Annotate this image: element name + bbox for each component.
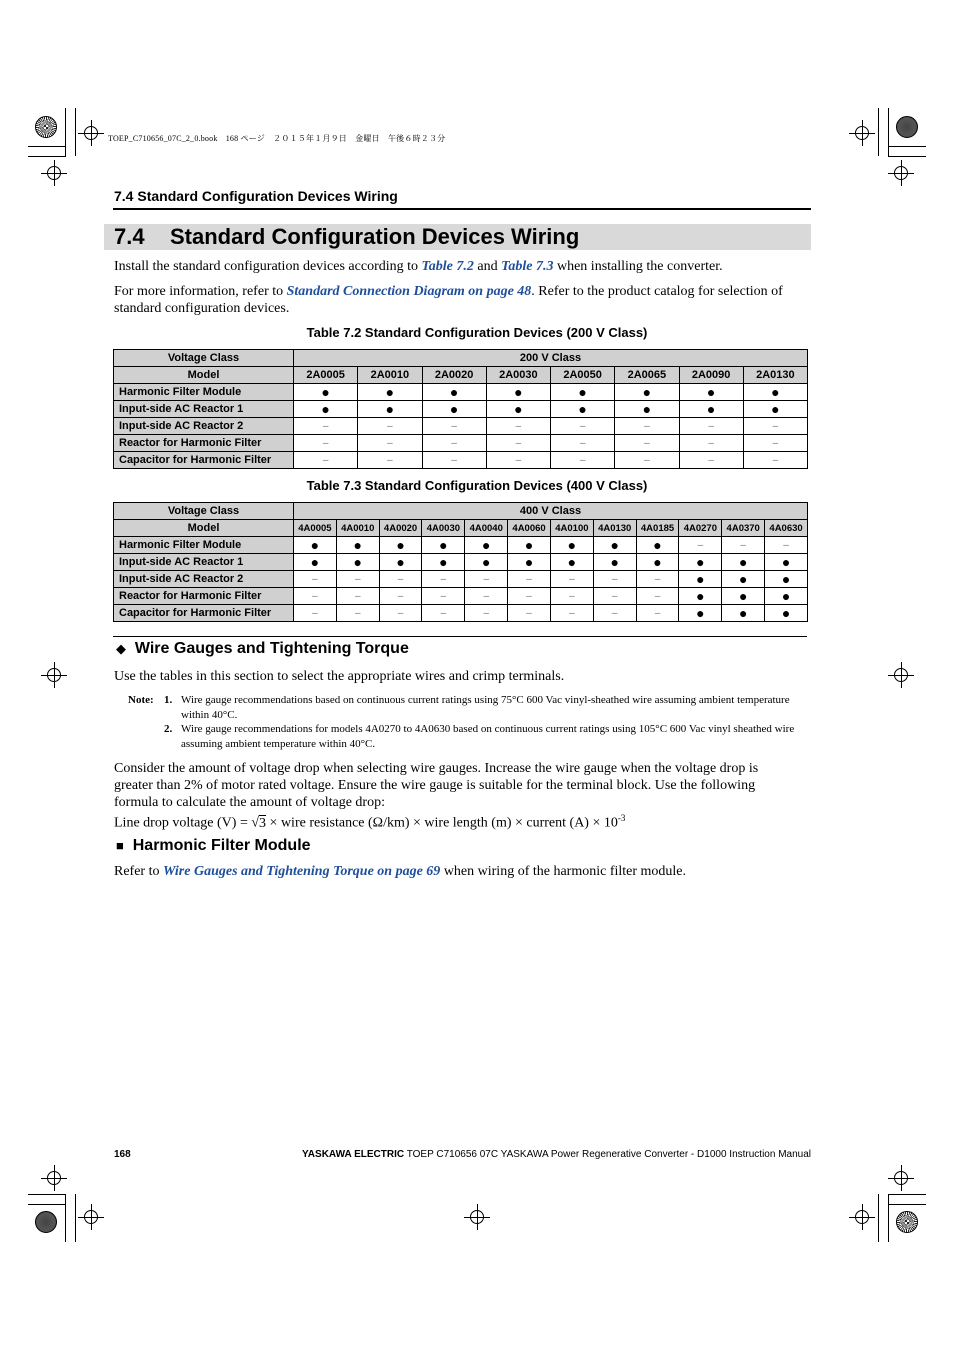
table-cell: –: [465, 588, 508, 605]
model-header: 2A0050: [551, 367, 615, 384]
color-rosette-icon: [896, 116, 918, 138]
table-cell: –: [422, 605, 465, 622]
table-cell: –: [551, 418, 615, 435]
table-7-3-caption: Table 7.3 Standard Configuration Devices (400 V Class): [306, 478, 648, 493]
harmonic-filter-heading: [116, 837, 311, 855]
color-rosette-icon: [35, 1211, 57, 1233]
harmonic-filter-paragraph: [114, 863, 814, 880]
table-cell: –: [379, 571, 422, 588]
intro2-after: . Refer to the product catalog for selection of standard configuration devices.: [114, 284, 783, 316]
registration-mark-icon: [47, 668, 61, 682]
table-cell: –: [636, 605, 679, 622]
model-header: 2A0090: [679, 367, 743, 384]
registration-mark-icon: [894, 1171, 908, 1185]
table-cell: ●: [743, 401, 807, 418]
table-cell: –: [294, 418, 358, 435]
table-cell: ●: [679, 571, 722, 588]
table-cell: ●: [358, 384, 422, 401]
wire-gauges-title: Wire Gauges and Tightening Torque: [134, 640, 409, 657]
table-row: [114, 605, 808, 622]
table-cell: –: [294, 571, 337, 588]
table-cell: –: [422, 588, 465, 605]
square-icon: ■: [116, 838, 124, 853]
model-header: 4A0010: [336, 520, 379, 537]
table-cell: ●: [765, 605, 808, 622]
table-cell: ●: [722, 605, 765, 622]
model-row: [114, 367, 808, 384]
table-cell: –: [765, 537, 808, 554]
color-rosette-icon: [896, 1211, 918, 1233]
table-cell: ●: [765, 588, 808, 605]
sqrt-icon: √: [251, 815, 260, 831]
model-header: 4A0185: [636, 520, 679, 537]
table-cell: –: [551, 452, 615, 469]
table-cell: –: [551, 435, 615, 452]
model-header: 4A0030: [422, 520, 465, 537]
link-table-7-3[interactable]: Table 7.3: [501, 259, 554, 274]
table-cell: –: [486, 452, 550, 469]
table-cell: ●: [294, 537, 337, 554]
intro-paragraph-2: [114, 283, 814, 317]
link-table-7-2[interactable]: Table 7.2: [421, 259, 474, 274]
table-cell: ●: [679, 605, 722, 622]
section-title: Standard Configuration Devices Wiring: [170, 224, 580, 249]
model-header: 2A0130: [743, 367, 807, 384]
model-header: 4A0100: [550, 520, 593, 537]
table-cell: –: [722, 537, 765, 554]
header-rule: [113, 208, 811, 210]
table-cell: –: [422, 435, 486, 452]
model-header: 4A0040: [465, 520, 508, 537]
wire-intro: Use the tables in this section to select the appropriate wires and crimp terminals.: [114, 669, 565, 684]
intro1-mid: and: [473, 259, 502, 274]
table-cell: –: [550, 605, 593, 622]
table-cell: –: [636, 571, 679, 588]
row-label: Harmonic Filter Module: [114, 384, 294, 401]
table-cell: –: [615, 435, 679, 452]
table-cell: ●: [336, 554, 379, 571]
registration-mark-icon: [894, 166, 908, 180]
note-label: Note:: [128, 694, 154, 706]
table-cell: –: [615, 418, 679, 435]
formula-root: 3: [259, 815, 267, 831]
row-label: Input-side AC Reactor 1: [114, 401, 294, 418]
table-row: [114, 435, 808, 452]
table-row: [114, 588, 808, 605]
table-cell: –: [486, 418, 550, 435]
table-cell: ●: [550, 537, 593, 554]
link-wire-gauges[interactable]: Wire Gauges and Tightening Torque on page 69: [162, 864, 441, 879]
registration-mark-icon: [47, 1171, 61, 1185]
row-label: Reactor for Harmonic Filter: [114, 435, 294, 452]
voltage-class-value: 400 V Class: [294, 503, 808, 520]
note-2-text: Wire gauge recommendations for models 4A0270 to 4A0630 based on continuous current ratings using 105°C 600 Vac vinyl sheathed wire assuming ambient temperature within 40°C.: [181, 723, 795, 750]
table-row: [114, 571, 808, 588]
registration-mark-icon: [855, 126, 869, 140]
section-title-bar: [104, 224, 811, 250]
wire-gauges-heading: [116, 640, 409, 658]
registration-mark-icon: [894, 668, 908, 682]
table-cell: ●: [294, 401, 358, 418]
table-cell: ●: [486, 401, 550, 418]
table-cell: ●: [379, 554, 422, 571]
table-cell: –: [550, 571, 593, 588]
intro-paragraph-1: [114, 258, 814, 275]
model-header: 4A0005: [294, 520, 337, 537]
footer-title: TOEP C710656 07C YASKAWA Power Regenerative Converter - D1000 Instruction Manual: [404, 1149, 811, 1160]
table-cell: –: [743, 452, 807, 469]
table-cell: –: [294, 452, 358, 469]
table-cell: –: [593, 588, 636, 605]
registration-mark-icon: [84, 1210, 98, 1224]
page-number: 168: [114, 1149, 131, 1160]
table-cell: –: [636, 588, 679, 605]
link-connection-diagram[interactable]: Standard Connection Diagram on page 48: [286, 284, 532, 299]
table-cell: –: [465, 571, 508, 588]
registration-mark-icon: [84, 126, 98, 140]
harmonic-filter-title: Harmonic Filter Module: [132, 837, 311, 854]
table-cell: ●: [422, 384, 486, 401]
table-cell: –: [550, 588, 593, 605]
intro1-after: when installing the converter.: [553, 259, 723, 274]
table-cell: ●: [486, 384, 550, 401]
table-cell: –: [743, 435, 807, 452]
table-cell: –: [294, 435, 358, 452]
table-cell: ●: [722, 554, 765, 571]
model-header: 4A0370: [722, 520, 765, 537]
table-cell: –: [336, 588, 379, 605]
table-cell: ●: [551, 384, 615, 401]
table-cell: ●: [508, 554, 551, 571]
table-cell: –: [679, 452, 743, 469]
model-header: 4A0270: [679, 520, 722, 537]
table-cell: ●: [422, 537, 465, 554]
model-row: [114, 520, 808, 537]
table-cell: –: [294, 605, 337, 622]
table-cell: ●: [615, 401, 679, 418]
model-header: 4A0060: [508, 520, 551, 537]
table-row: [114, 401, 808, 418]
footer-brand: YASKAWA ELECTRIC: [302, 1149, 405, 1160]
model-header: 2A0010: [358, 367, 422, 384]
table-cell: –: [743, 418, 807, 435]
table-cell: –: [679, 537, 722, 554]
table-cell: –: [593, 605, 636, 622]
voltage-class-row: [114, 503, 808, 520]
table-cell: –: [679, 418, 743, 435]
table-cell: –: [508, 605, 551, 622]
model-header: 2A0005: [294, 367, 358, 384]
table-7-2-caption: Table 7.2 Standard Configuration Devices (200 V Class): [306, 325, 648, 340]
model-header: 4A0630: [765, 520, 808, 537]
intro2-text: For more information, refer to: [114, 284, 287, 299]
registration-mark-icon: [47, 166, 61, 180]
registration-mark-icon: [470, 1210, 484, 1224]
note-2-number: 2.: [164, 723, 173, 735]
voltage-class-value: 200 V Class: [294, 350, 808, 367]
table-cell: –: [358, 435, 422, 452]
table-cell: –: [486, 435, 550, 452]
table-cell: –: [508, 588, 551, 605]
formula-lead: Line drop voltage (V) =: [114, 815, 252, 831]
table-cell: ●: [551, 401, 615, 418]
model-header: 4A0020: [379, 520, 422, 537]
model-header: 4A0130: [593, 520, 636, 537]
table-cell: –: [679, 435, 743, 452]
formula-body: × wire resistance (Ω/km) × wire length (m) × current (A) × 10: [266, 815, 618, 831]
table-cell: ●: [550, 554, 593, 571]
table-cell: –: [336, 571, 379, 588]
table-cell: –: [294, 588, 337, 605]
color-rosette-icon: [35, 116, 57, 138]
model-header: 2A0065: [615, 367, 679, 384]
model-header: 2A0020: [422, 367, 486, 384]
row-label: Capacitor for Harmonic Filter: [114, 605, 294, 622]
table-cell: ●: [379, 537, 422, 554]
table-cell: ●: [679, 554, 722, 571]
table-cell: –: [465, 605, 508, 622]
table-cell: ●: [722, 588, 765, 605]
table-cell: ●: [294, 554, 337, 571]
row-label: Input-side AC Reactor 2: [114, 418, 294, 435]
table-7-3: [113, 502, 808, 622]
table-cell: ●: [636, 537, 679, 554]
voltage-drop-paragraph: Consider the amount of voltage drop when selecting wire gauges. Increase the wire gauge when the voltage drop is greater than 2% of motor rated voltage. Ensure the wire gauge is suitable for the terminal block. Use the following formula to calculate the amount of voltage drop:: [114, 761, 759, 810]
table-row: [114, 384, 808, 401]
table-cell: ●: [593, 554, 636, 571]
intro1-text: Install the standard configuration devices according to: [114, 259, 422, 274]
row-label: Reactor for Harmonic Filter: [114, 588, 294, 605]
table-cell: –: [358, 452, 422, 469]
table-cell: –: [508, 571, 551, 588]
registration-mark-icon: [855, 1210, 869, 1224]
row-label: Harmonic Filter Module: [114, 537, 294, 554]
table-row: [114, 418, 808, 435]
voltage-drop-formula: [114, 810, 814, 832]
row-label: Input-side AC Reactor 1: [114, 554, 294, 571]
table-cell: ●: [765, 554, 808, 571]
row-label: Capacitor for Harmonic Filter: [114, 452, 294, 469]
table-cell: ●: [294, 384, 358, 401]
model-header: 2A0030: [486, 367, 550, 384]
running-head: 7.4 Standard Configuration Devices Wiring: [114, 188, 398, 204]
table-cell: –: [422, 571, 465, 588]
table-cell: ●: [422, 554, 465, 571]
table-cell: ●: [679, 588, 722, 605]
table-cell: –: [358, 418, 422, 435]
table-cell: –: [615, 452, 679, 469]
table-cell: ●: [722, 571, 765, 588]
diamond-icon: ◆: [116, 641, 126, 656]
hfm-text: Refer to: [114, 864, 163, 879]
table-cell: ●: [636, 554, 679, 571]
section-number: 7.4: [114, 224, 145, 249]
model-label: Model: [114, 520, 294, 537]
hfm-after: when wiring of the harmonic filter module.: [440, 864, 687, 879]
table-cell: ●: [593, 537, 636, 554]
table-cell: ●: [765, 571, 808, 588]
row-label: Input-side AC Reactor 2: [114, 571, 294, 588]
table-cell: –: [593, 571, 636, 588]
table-cell: ●: [508, 537, 551, 554]
table-cell: ●: [465, 554, 508, 571]
subsection-rule: [113, 636, 807, 637]
table-row: [114, 554, 808, 571]
table-cell: ●: [358, 401, 422, 418]
model-label: Model: [114, 367, 294, 384]
table-cell: –: [379, 588, 422, 605]
table-cell: ●: [615, 384, 679, 401]
voltage-class-label: Voltage Class: [114, 350, 294, 367]
formula-exponent: -3: [617, 813, 626, 823]
table-cell: ●: [679, 401, 743, 418]
table-cell: –: [422, 452, 486, 469]
footer-text: [302, 1149, 811, 1160]
note-1-text: Wire gauge recommendations based on continuous current ratings using 75°C 600 Vac vinyl-sheathed wire assuming ambient temperature within 40°C.: [181, 694, 790, 721]
table-cell: ●: [743, 384, 807, 401]
table-cell: ●: [336, 537, 379, 554]
table-cell: –: [336, 605, 379, 622]
table-cell: ●: [465, 537, 508, 554]
voltage-class-label: Voltage Class: [114, 503, 294, 520]
table-row: [114, 452, 808, 469]
table-cell: ●: [679, 384, 743, 401]
table-cell: –: [379, 605, 422, 622]
table-7-2: [113, 349, 808, 469]
book-meta-line: TOEP_C710656_07C_2_0.book 168 ページ ２０１５年１月９日 金曜日 午後６時２３分: [108, 134, 446, 143]
voltage-class-row: [114, 350, 808, 367]
table-cell: ●: [422, 401, 486, 418]
note-1-number: 1.: [164, 694, 173, 706]
table-cell: –: [422, 418, 486, 435]
table-row: [114, 537, 808, 554]
